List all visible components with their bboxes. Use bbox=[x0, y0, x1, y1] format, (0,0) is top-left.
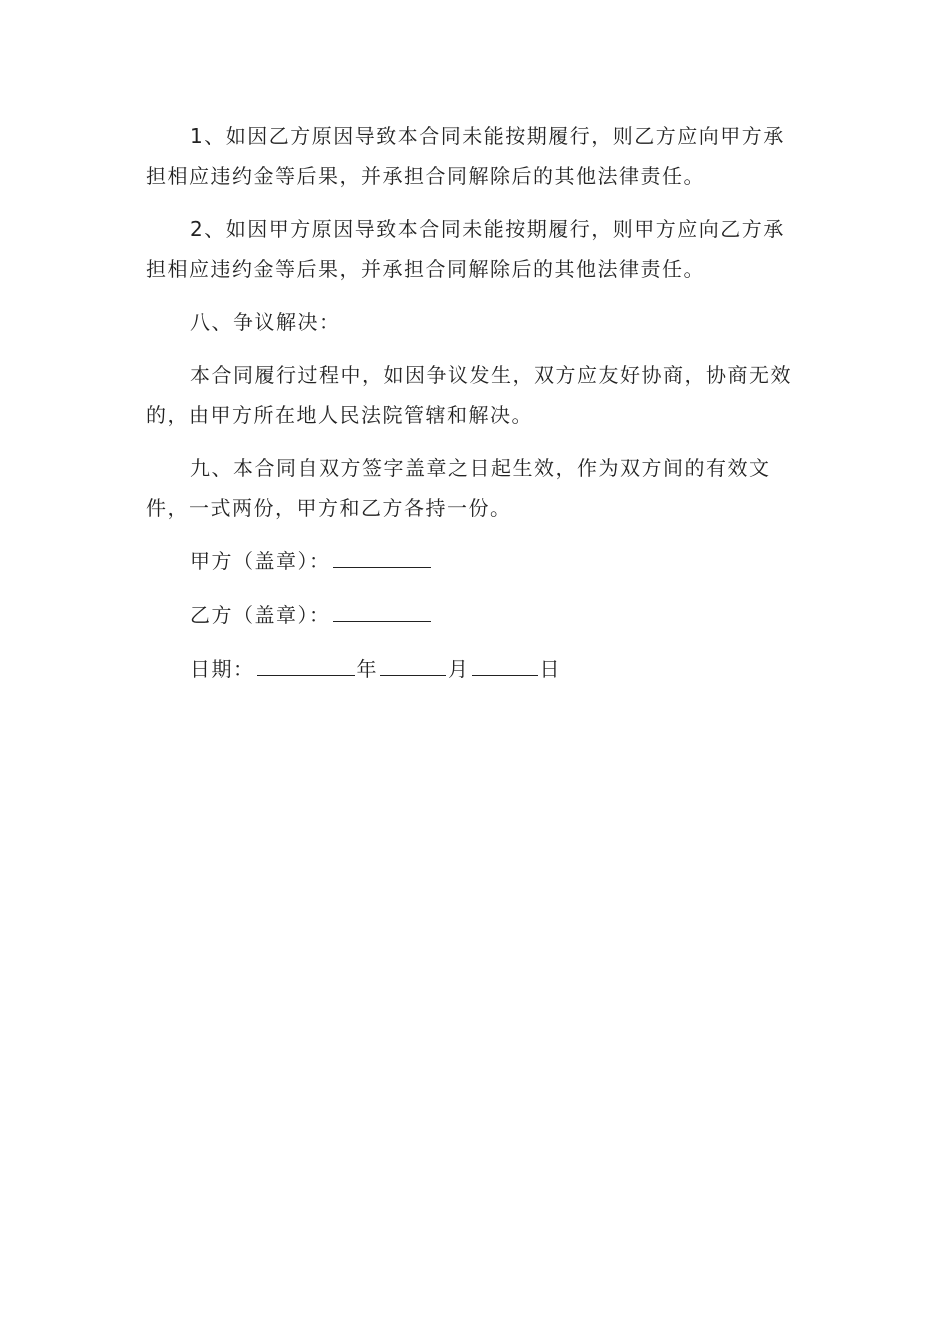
clause-breach-party-b: 1、如因乙方原因导致本合同未能按期履行，则乙方应向甲方承担相应违约金等后果，并承担合同解除后的其他法律责任。 bbox=[146, 124, 785, 188]
date-line bbox=[146, 649, 806, 689]
month-label: 月 bbox=[448, 657, 470, 681]
party-b-blank[interactable] bbox=[333, 595, 431, 622]
clause-effectiveness: 九、本合同自双方签字盖章之日起生效，作为双方间的有效文件，一式两份，甲方和乙方各持一份。 bbox=[146, 456, 771, 520]
party-a-signature-line bbox=[146, 541, 806, 581]
party-b-signature-line bbox=[146, 595, 806, 635]
date-label: 日期： bbox=[190, 657, 255, 681]
day-blank[interactable] bbox=[472, 649, 538, 676]
year-blank[interactable] bbox=[257, 649, 355, 676]
clause-dispute-resolution: 本合同履行过程中，如因争议发生，双方应友好协商，协商无效的，由甲方所在地人民法院管辖和解决。 bbox=[146, 363, 792, 427]
party-a-label: 甲方（盖章）： bbox=[190, 549, 331, 573]
party-a-blank[interactable] bbox=[333, 541, 431, 568]
year-label: 年 bbox=[356, 657, 378, 681]
day-label: 日 bbox=[539, 657, 561, 681]
section-heading-dispute: 八、争议解决： bbox=[190, 310, 341, 334]
month-blank[interactable] bbox=[380, 649, 446, 676]
clause-breach-party-a: 2、如因甲方原因导致本合同未能按期履行，则甲方应向乙方承担相应违约金等后果，并承担合同解除后的其他法律责任。 bbox=[146, 217, 785, 281]
contract-body bbox=[146, 116, 806, 703]
party-b-label: 乙方（盖章）： bbox=[190, 603, 331, 627]
